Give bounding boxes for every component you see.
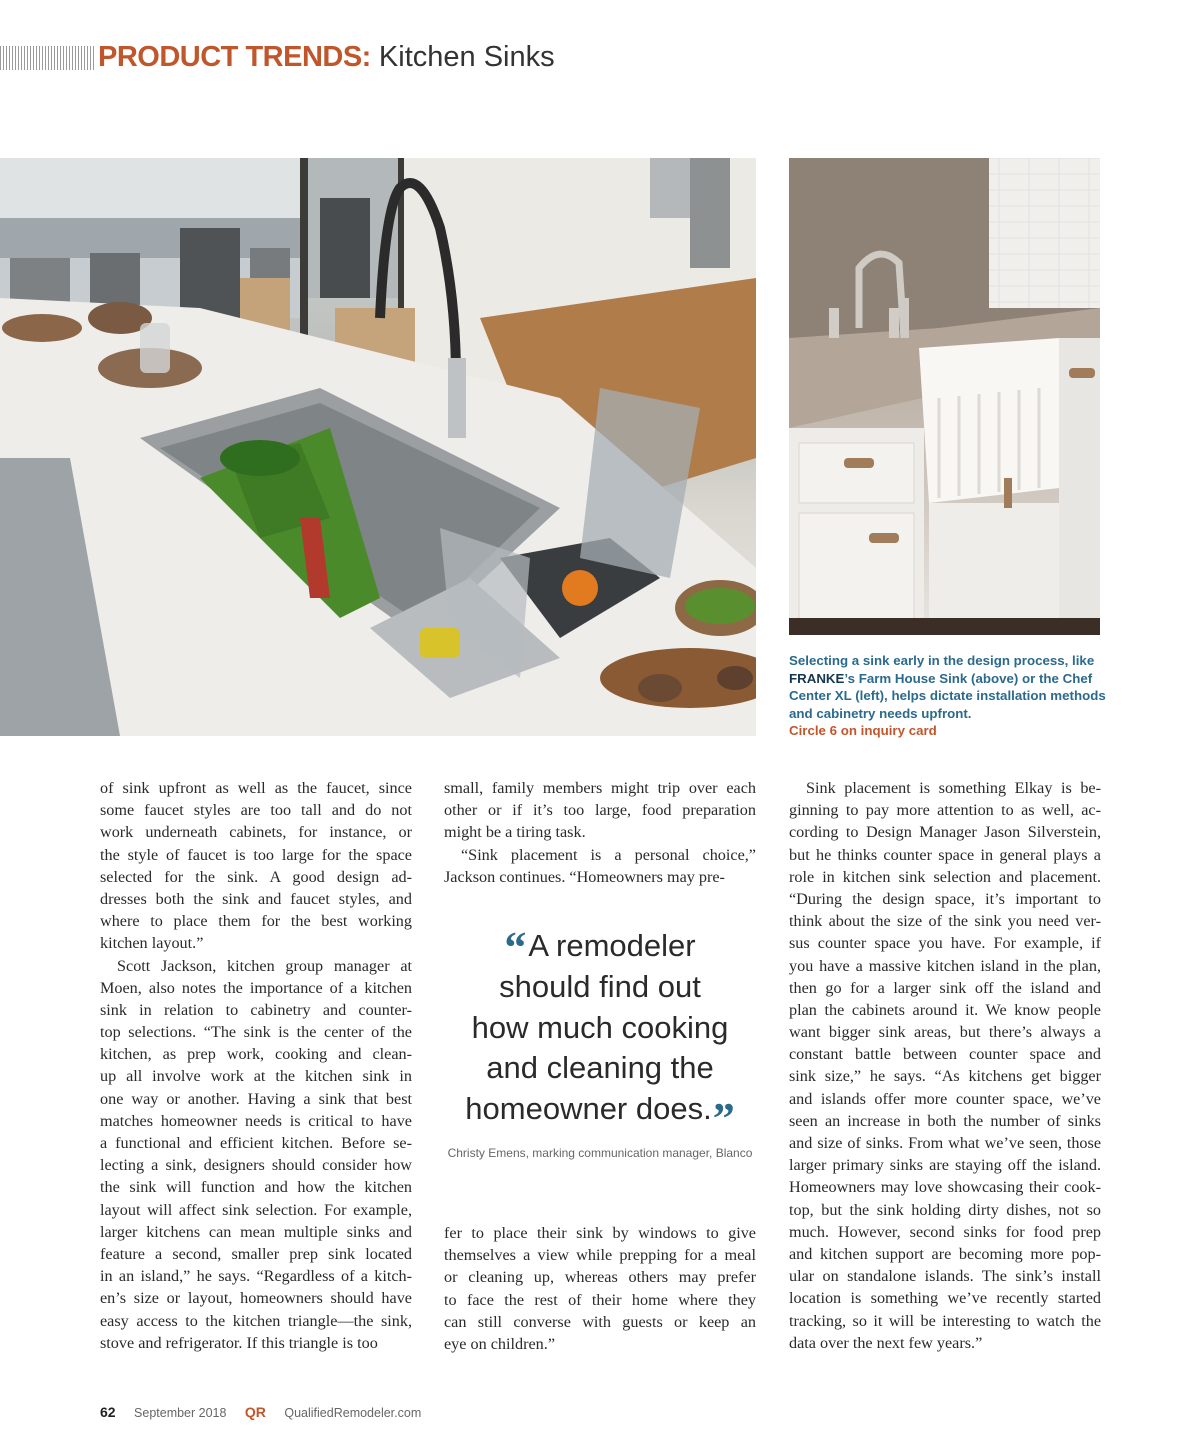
body-text-line: and size of sinks. From what we’ve seen, those xyxy=(789,1134,1101,1152)
body-text-line: tracking, so it will be interesting to watch the xyxy=(789,1311,1101,1330)
issue-date: September 2018 xyxy=(134,1406,227,1420)
body-text-line: en’s size or layout, homeowners should have xyxy=(100,1289,412,1308)
photo-caption xyxy=(789,652,1109,740)
body-text-line: kitchen layout.” xyxy=(100,934,204,953)
body-text-line: and kitchen support are becoming more pop- xyxy=(789,1244,1101,1263)
close-quote-mark: ” xyxy=(712,1094,735,1144)
body-text-line: other or if it’s too large, food preparation xyxy=(444,801,756,820)
body-text-line: but he thinks counter space in general plays a xyxy=(789,845,1101,864)
pull-quote-line-3: how much cooking xyxy=(471,1009,729,1045)
article-column-1 xyxy=(100,777,412,1354)
body-text-line: cording to Design Manager Jason Silverstein, xyxy=(789,823,1101,842)
body-text-line: constant battle between counter space and xyxy=(789,1045,1101,1064)
header-stripe-decoration xyxy=(0,46,96,70)
body-text-line: matches homeowner needs is critical to have xyxy=(100,1111,412,1130)
body-text-line: work underneath cabinets, for instance, or xyxy=(100,823,412,842)
body-text-line: larger primary sinks are staying off the island. xyxy=(789,1156,1101,1175)
body-text-line: themselves a view while prepping for a meal xyxy=(444,1246,756,1265)
body-text-line: of sink upfront as well as the faucet, since xyxy=(100,779,412,797)
body-text-line: easy access to the kitchen triangle—the sink, xyxy=(100,1311,412,1330)
website-url: QualifiedRemodeler.com xyxy=(284,1406,422,1420)
body-text-line: or cleaning up, whereas others may prefer xyxy=(444,1268,756,1287)
article-column-3 xyxy=(789,777,1101,1354)
body-text-line: and islands offer more counter space, we’ve xyxy=(789,1089,1101,1108)
body-text-line: think about the size of the sink you need ver- xyxy=(789,912,1101,931)
pull-quote-line-5: homeowner does. xyxy=(465,1091,712,1127)
body-text-line: location is something we’ve recently started xyxy=(789,1289,1101,1308)
section-title-bold: PRODUCT TRENDS: xyxy=(98,41,371,73)
article-column-2-top xyxy=(444,777,756,888)
farmhouse-sink-illustration xyxy=(789,158,1100,635)
body-text-line: Homeowners may love showcasing their cook- xyxy=(789,1178,1101,1197)
body-text-line: seen an increase in both the number of sinks xyxy=(789,1111,1101,1130)
body-text-line: Sink placement is something Elkay is be- xyxy=(806,779,1101,797)
body-text-line: Moen, also notes the importance of a kitchen xyxy=(100,978,412,997)
body-text-line: ular on standalone islands. The sink’s install xyxy=(789,1267,1101,1286)
body-text-line: small, family members might trip over each xyxy=(444,779,756,797)
body-text-line: sus counter space you have. For example, if xyxy=(789,934,1101,953)
body-text-line: the style of faucet is too large for the space xyxy=(100,845,412,864)
pull-quote xyxy=(444,923,756,1144)
body-text-line: might be a tiring task. xyxy=(444,823,586,842)
main-kitchen-photo xyxy=(0,158,756,736)
pull-quote-line-2: should find out xyxy=(499,968,701,1004)
magazine-logo: QR xyxy=(244,1404,266,1420)
page-header xyxy=(0,40,700,74)
body-text-line: a functional and efficient kitchen. Before se- xyxy=(100,1134,412,1152)
body-text-line: eye on children.” xyxy=(444,1334,556,1353)
body-text-line: Scott Jackson, kitchen group manager at xyxy=(117,956,412,975)
body-text-line: much. However, second sinks for food prep xyxy=(789,1222,1101,1241)
body-text-line: larger kitchens can mean multiple sinks and xyxy=(100,1222,412,1241)
body-text-line: data over the next few years.” xyxy=(789,1333,983,1352)
body-text-line: want bigger sink areas, but there’s always a xyxy=(789,1023,1101,1042)
caption-text-start: Selecting a sink early in the design process, like xyxy=(789,653,1095,668)
body-text-line: the sink will function and how the kitchen xyxy=(100,1178,412,1197)
page-footer xyxy=(100,1404,421,1422)
page-number: 62 xyxy=(100,1404,116,1420)
body-text-line: feature a second, smaller prep sink located xyxy=(100,1244,412,1263)
farmhouse-sink-photo xyxy=(789,158,1100,635)
article-column-2-bottom xyxy=(444,1222,756,1355)
body-text-line: fer to place their sink by windows to give xyxy=(444,1224,756,1242)
body-text-line: layout will affect sink selection. For example, xyxy=(100,1200,412,1219)
body-text-line: sink in relation to cabinetry and counter- xyxy=(100,1000,412,1019)
body-text-line: ginning to pay more attention to as well, ac- xyxy=(789,801,1101,820)
body-text-line: top selections. “The sink is the center of the xyxy=(100,1023,412,1042)
pull-quote-attribution: Christy Emens, marking communication manager, Blanco xyxy=(447,1146,753,1160)
body-text-line: in an island,” he says. “Regardless of a kitch- xyxy=(100,1267,412,1286)
body-text-line: stove and refrigerator. If this triangle is too xyxy=(100,1333,378,1352)
body-text-line: selected for the sink. A good design ad- xyxy=(100,867,412,886)
body-text-line: can still converse with guests or keep an xyxy=(444,1312,756,1331)
body-text-line: top, but the sink holding dirty dishes, not so xyxy=(789,1200,1101,1219)
body-text-line: you have a massive kitchen island in the plan, xyxy=(789,956,1101,975)
body-text-line: then go for a larger sink off the island and xyxy=(789,978,1101,997)
body-text-line: dresses both the sink and faucet styles, and xyxy=(100,889,412,908)
caption-brand: FRANKE xyxy=(789,670,845,686)
body-text-line: one way or another. Having a sink that best xyxy=(100,1089,412,1108)
body-text-line: lecting a sink, designers should consider how xyxy=(100,1156,412,1175)
section-title-light: Kitchen Sinks xyxy=(378,41,555,73)
open-quote-mark: “ xyxy=(504,923,527,972)
body-text-line: sink size,” he says. “As kitchens get bigger xyxy=(789,1067,1101,1086)
body-text-line: kitchen, as prep work, cooking and clean- xyxy=(100,1045,412,1064)
body-text-line: some faucet styles are too tall and do not xyxy=(100,801,412,820)
body-text-line: Jackson continues. “Homeowners may pre- xyxy=(444,867,725,886)
body-text-line: to face the rest of their home where they xyxy=(444,1290,756,1309)
kitchen-island-sink-illustration xyxy=(0,158,756,736)
inquiry-card-note: Circle 6 on inquiry card xyxy=(789,723,937,739)
body-text-line: plan the cabinets around it. We know people xyxy=(789,1000,1101,1019)
section-title xyxy=(98,40,555,74)
caption-text-end: ’s Farm House Sink (above) or the Chef Center XL (left), helps dictate installation methods and cabinetry needs upfront. xyxy=(789,670,1106,721)
pull-quote-line-4: and cleaning the xyxy=(486,1050,714,1086)
body-text-line: “Sink placement is a personal choice,” xyxy=(461,845,756,864)
body-text-line: where to place them for the best working xyxy=(100,912,412,931)
body-text-line: up all involve work at the kitchen sink in xyxy=(100,1067,412,1086)
body-text-line: role in kitchen sink selection and placement. xyxy=(789,867,1101,886)
pull-quote-line-1: A remodeler xyxy=(528,928,696,963)
body-text-line: “During the design space, it’s important to xyxy=(789,889,1101,908)
